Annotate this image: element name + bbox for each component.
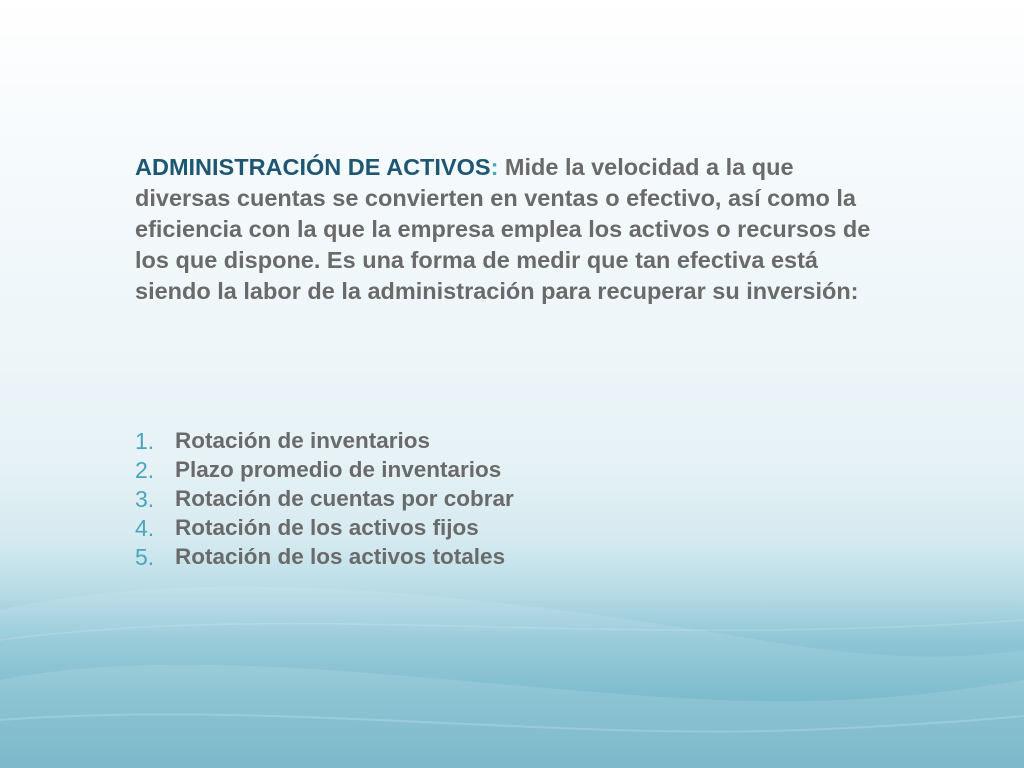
list-item-number: 1. (135, 428, 155, 454)
intro-text: Mide la velocidad a la que diversas cuentas se convierten en ventas o efectivo, así como la eficiencia con la que la empresa emplea los activos o recursos de los que dispone. Es una forma de medir que tan efectiva está siendo la labor de la administración para recuperar su inversión: (135, 154, 871, 304)
list-item (135, 484, 514, 513)
list-item (135, 455, 514, 484)
list-item-label: Rotación de los activos totales (175, 544, 506, 569)
slide-content (135, 152, 875, 570)
intro-colon: : (490, 154, 499, 180)
list-item-label: Rotación de cuentas por cobrar (175, 486, 514, 511)
list-item-number: 4. (135, 515, 155, 541)
list-item-label: Rotación de inventarios (175, 428, 431, 453)
list-item-number: 5. (135, 544, 155, 570)
intro-paragraph (135, 152, 875, 307)
list-item (135, 513, 514, 542)
list-item-number: 3. (135, 486, 155, 512)
list-item-label: Plazo promedio de inventarios (175, 457, 502, 482)
ratio-list (135, 426, 514, 571)
list-item-label: Rotación de los activos fijos (175, 515, 479, 540)
list-item (135, 426, 514, 455)
list-item-number: 2. (135, 457, 155, 483)
list-item (135, 542, 514, 571)
intro-term: ADMINISTRACIÓN DE ACTIVOS (135, 154, 491, 180)
